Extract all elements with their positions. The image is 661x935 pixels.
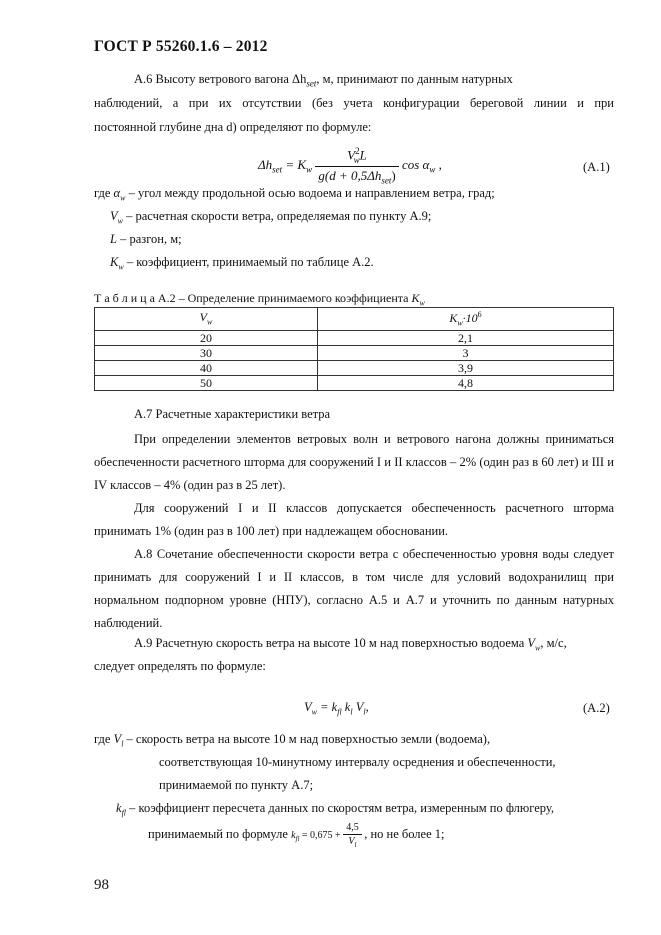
table-row (95, 346, 614, 361)
a8-paragraph: А.8 Сочетание обеспеченности скорости ветра с обеспеченностью уровня воды следует принимать для сооружений I и II классов, в том числе для условий водохранилищ при нормальном подпорном уровне (НПУ), согласно А.5 и А.7 и уточнить по данным натурных наблюдений. (94, 547, 614, 630)
table-cell: 40 (95, 361, 318, 376)
def-kfl-line-1: $k_{fl}$ – коэффициент пересчета данных по скоростям ветра, измеренным по флюгеру, (116, 801, 554, 818)
a7-paragraph-1: При определении элементов ветровых волн и ветрового нагона должны приниматься обеспеченности расчетного шторма для сооружений I и II классов – 2% (один раз в 60 лет) и III и IV классов – 4% (один раз в 25 лет). (94, 432, 614, 492)
def-v1-line-1: где $V_l$ – скорость ветра на высоте 10 м над поверхностью земли (водоема), (94, 732, 491, 749)
formula-a1: $\Delta h_{set} = K_w$ $\frac{V^2_wL}{g(d + 0,5\Delta h_{set})}$ $\cos \alpha_w$ , (258, 146, 442, 186)
table-caption: Т а б л и ц а А.2 – Определение принимаемого коэффициента $K_w$ (94, 291, 425, 308)
def-kfl-line-2: принимаемый по формуле $k_{fl} = 0,675$ + $\frac{4,5}{V_l}$ , но не более 1; (148, 822, 445, 849)
table-cell: 2,1 (318, 331, 614, 346)
table-cell: 3,9 (318, 361, 614, 376)
table-cell: 4,8 (318, 376, 614, 391)
table-row (95, 361, 614, 376)
a9-line-2: следует определять по формуле: (94, 659, 266, 673)
a7-title: А.7 Расчетные характеристики ветра (134, 407, 331, 421)
table-row (95, 331, 614, 346)
def-v1-line-2: соответствующая 10-минутному интервалу осреднения и обеспеченности, (159, 755, 556, 769)
formula-a2: $V_w = k_{fl}$ $k_l$ $V_l$, (304, 700, 369, 717)
formula-a1-label: (А.1) (583, 160, 610, 174)
def-kw: $K_w$ – коэффициент, принимаемый по таблице А.2. (110, 255, 374, 272)
table-a2 (94, 307, 614, 391)
table-header-row (95, 308, 614, 331)
a6-line-3: постоянной глубине дна d) определяют по формуле: (94, 120, 372, 134)
formula-a1-fraction: $\frac{V^2_wL}{g(d + 0,5\Delta h_{set})}$ (315, 146, 398, 186)
table-cell: 50 (95, 376, 318, 391)
table-cell: 20 (95, 331, 318, 346)
kfl-inline-formula: $k_{fl} = 0,675$ + $\frac{4,5}{V_l}$ (291, 830, 364, 841)
a6-line-2: наблюдений, а при их отсутствии (без учета конфигурации береговой линии и при (94, 96, 614, 110)
document-header: ГОСТ Р 55260.1.6 – 2012 (94, 38, 268, 55)
def-v1-line-3: принимаемой по пункту А.7; (159, 778, 314, 792)
page-number: 98 (94, 877, 109, 893)
a7-paragraph-2: Для сооружений I и II классов допускается обеспеченность расчетного шторма принимать 1% (один раз в 100 лет) при надлежащем обосновании. (94, 501, 614, 538)
def-vw: $V_w$ – расчетная скорости ветра, определяемая по пункту А.9; (110, 209, 432, 226)
table-header-kw: $K_w\cdot 10^6$ (318, 308, 614, 331)
table-row (95, 376, 614, 391)
table-cell: 30 (95, 346, 318, 361)
a9-line-1: А.9 Расчетную скорость ветра на высоте 10 м над поверхностью водоема $V_w$, м/с, (134, 636, 567, 653)
a6-line-1: А.6 Высоту ветрового вагона $\Delta h_{set}$, м, принимают по данным натурных (134, 72, 513, 89)
def-l: L – разгон, м; (110, 232, 182, 246)
def-alpha: где $\alpha_w$ – угол между продольной осью водоема и направлением ветра, град; (94, 186, 495, 203)
table-header-vw: $V_w$ (95, 308, 318, 331)
formula-a2-label: (А.2) (583, 701, 610, 715)
table-cell: 3 (318, 346, 614, 361)
